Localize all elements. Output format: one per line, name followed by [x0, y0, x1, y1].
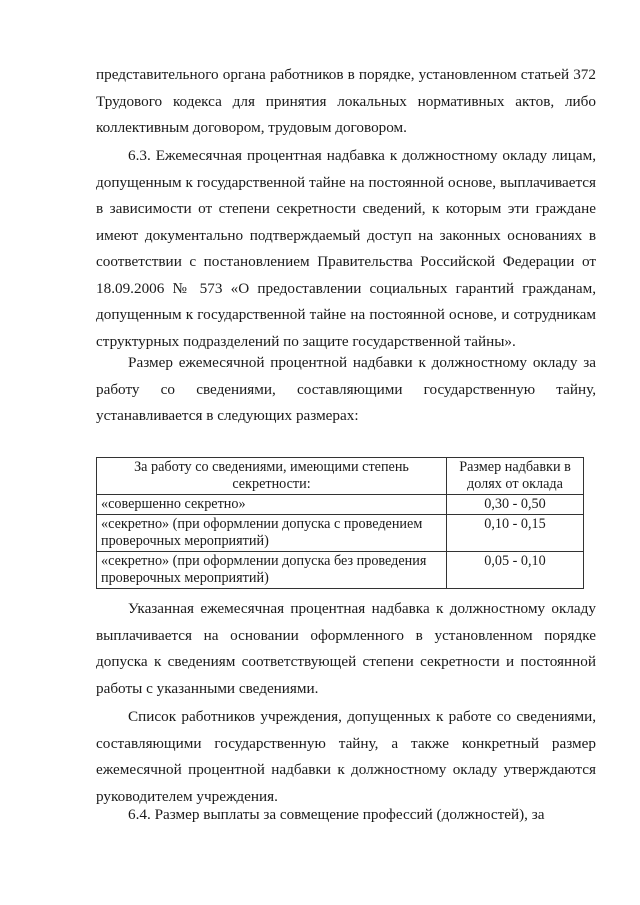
table-cell-rate: 0,10 - 0,15	[447, 515, 584, 552]
table-cell-degree: «секретно» (при оформлении допуска с проведением проверочных мероприятий)	[97, 515, 447, 552]
table-header-degree: За работу со сведениями, имеющими степень секретности:	[97, 458, 447, 495]
secrecy-allowance-table	[96, 457, 584, 589]
table-cell-degree: «секретно» (при оформлении допуска без проведения проверочных мероприятий)	[97, 552, 447, 589]
paragraph-allowance-basis: Указанная ежемесячная процентная надбавка к должностному окладу выплачивается на основании оформленного в установленном порядке допуска к сведениям соответствующей степени секретности и постоянной работы с указанными сведениями.	[96, 600, 596, 697]
table-cell-rate: 0,30 - 0,50	[447, 495, 584, 515]
paragraph-6-4: 6.4. Размер выплаты за совмещение профессий (должностей), за	[128, 806, 545, 823]
table-header-row	[97, 458, 584, 495]
paragraph-allowance-size: Размер ежемесячной процентной надбавки к должностному окладу за работу со сведениями, составляющими государственную тайну, устанавливается в следующих размерах:	[96, 354, 596, 424]
table-row	[97, 495, 584, 515]
table-cell-degree: «совершенно секретно»	[97, 495, 447, 515]
table-row	[97, 515, 584, 552]
table-header-rate: Размер надбавки в долях от оклада	[447, 458, 584, 495]
table-row	[97, 552, 584, 589]
paragraph-6-3: 6.3. Ежемесячная процентная надбавка к должностному окладу лицам, допущенным к государственной тайне на постоянной основе, выплачивается в зависимости от степени секретности сведений, к которым эти граждане имеют документально подтверждаемый доступ на законных основаниях в соответствии с постановлением Правительства Российской Федерации от 18.09.2006 № 573 «О предоставлении социальных гарантий гражданам, допущенным к государственной тайне на постоянной основе, и сотрудникам структурных подразделений по защите государственной тайны».	[96, 147, 596, 350]
paragraph-continuation: представительного органа работников в порядке, установленном статьей 372 Трудового кодекса для принятия локальных нормативных актов, либо коллективным договором, трудовым договором.	[96, 66, 596, 136]
paragraph-employee-list: Список работников учреждения, допущенных к работе со сведениями, составляющими государственную тайну, а также конкретный размер ежемесячной процентной надбавки к должностному окладу утверждаются руководителем учреждения.	[96, 708, 596, 805]
table-cell-rate: 0,05 - 0,10	[447, 552, 584, 589]
